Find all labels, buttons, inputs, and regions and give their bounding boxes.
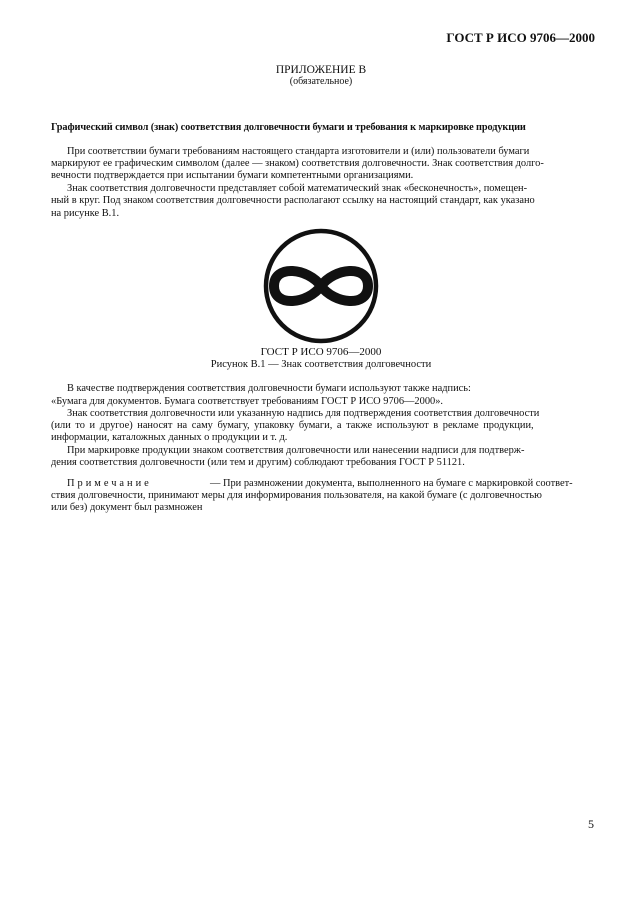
text-line: дения соответствия долговечности (или тем и другим) соблюдают требования ГОСТ Р 51121. <box>51 457 465 468</box>
body-paragraph-3: В качестве подтверждения соответствия долговечности бумаги используют также надпись: <box>67 383 471 394</box>
standard-code-header: ГОСТ Р ИСО 9706—2000 <box>446 30 595 45</box>
text-line: ствия долговечности, принимают меры для информирования пользователя, на какой бумаге (с долговечностью <box>51 490 542 501</box>
appendix-subtitle: (обязательное) <box>289 76 353 87</box>
text-line: При соответствии бумаги требованиям настоящего стандарта изготовители и (или) пользователи бумаги <box>67 146 530 157</box>
durability-symbol-icon <box>248 228 394 344</box>
text-line: При маркировке продукции знаком соответствия долговечности или нанесении надписи для подтверж- <box>67 445 525 456</box>
text-line: Знак соответствия долговечности или указанную надпись для подтверждения соответствия долговечности <box>67 408 540 419</box>
text-line: вечности подтверждается при испытании бумаги компетентными организациями. <box>51 170 414 181</box>
figure-caption: Рисунок В.1 — Знак соответствия долговечности <box>210 359 432 370</box>
text-line: информации, каталожных данных о продукции и т. д. <box>51 432 288 443</box>
appendix-title: ПРИЛОЖЕНИЕ В <box>275 64 367 76</box>
text-line: маркируют ее графическим символом (далее — знаком) соответствия долговечности. Знак соответствия долго- <box>51 158 544 169</box>
text-line: ный в круг. Под знаком соответствия долговечности располагают ссылку на настоящий стандарт, как указано <box>51 195 535 206</box>
note-label: Примечание <box>67 478 152 489</box>
page-number: 5 <box>588 817 594 831</box>
marking-inscription-quote: «Бумага для документов. Бумага соответствует требованиям ГОСТ Р ИСО 9706—2000». <box>51 396 444 407</box>
text-line: (или то и другое) наносят на саму бумагу, упаковку бумаги, а также используют в рекламе продукции, <box>51 420 534 431</box>
figure-standard-label: ГОСТ Р ИСО 9706—2000 <box>260 346 382 358</box>
text-line: Знак соответствия долговечности представляет собой математический знак «бесконечность», помещен- <box>67 183 528 194</box>
text-line: на рисунке В.1. <box>51 208 120 219</box>
section-title: Графический символ (знак) соответствия долговечности бумаги и требования к маркировке продукции <box>51 122 526 133</box>
text-line: — При размножении документа, выполненного на бумаге с маркировкой соответ- <box>210 478 573 489</box>
text-line: или без) документ был размножен <box>51 502 203 513</box>
